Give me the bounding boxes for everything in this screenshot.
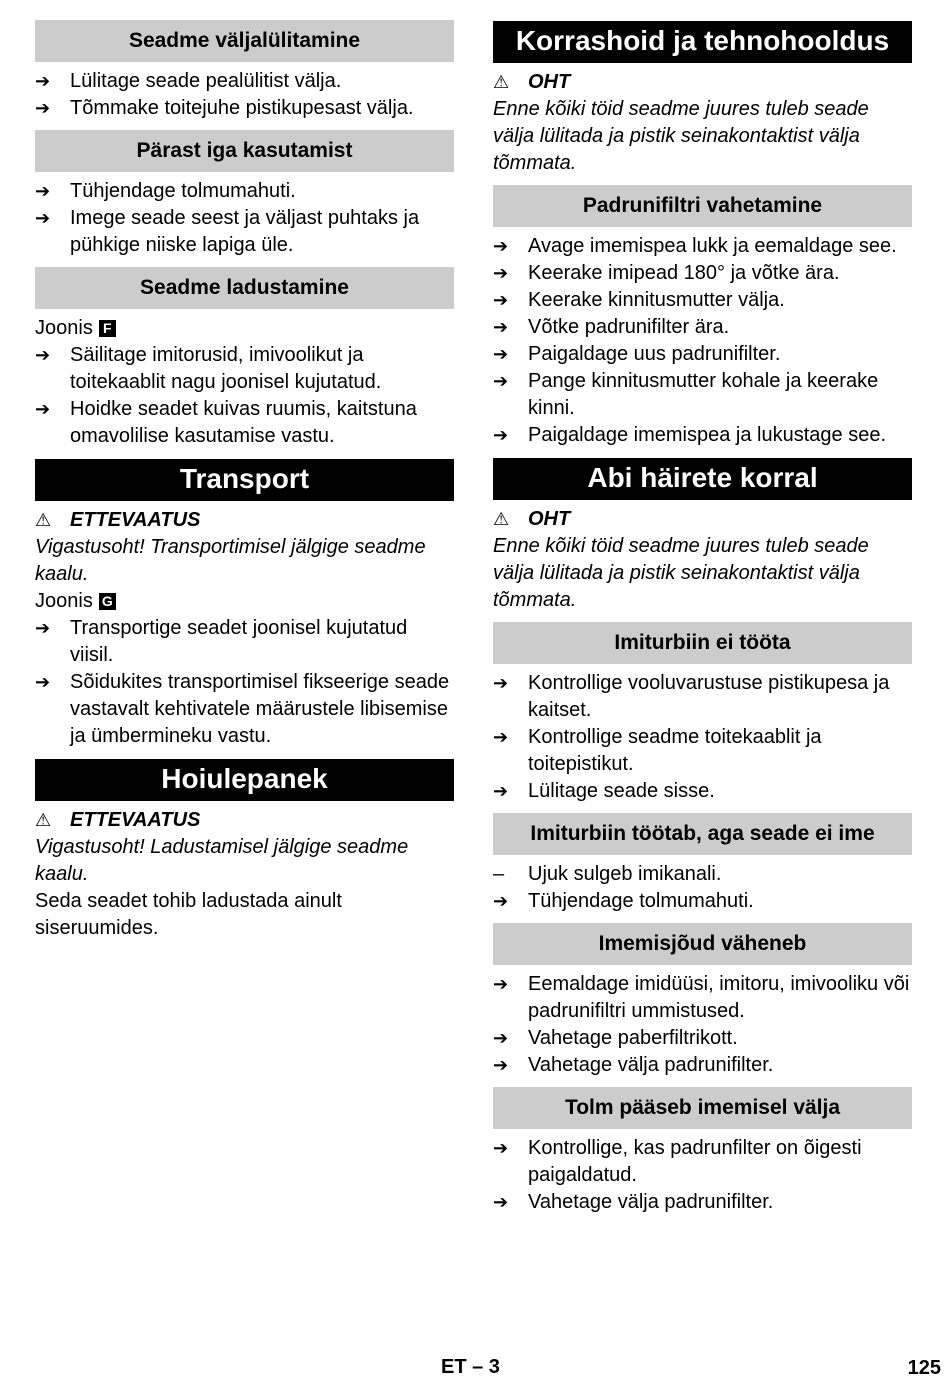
dash-icon: – [493, 863, 505, 885]
arrow-icon: ➔ [35, 71, 51, 91]
heading-stowing: Hoiulepanek [35, 759, 454, 801]
step-item: ➔ Vahetage paberfiltrikott. [493, 1025, 912, 1052]
step-item: ➔ Tõmmake toitejuhe pistikupesast välja. [35, 95, 454, 122]
step-item: ➔ Kontrollige vooluvarustuse pistikupesa ja kaitset. [493, 670, 912, 724]
arrow-icon: ➔ [493, 781, 509, 801]
cause-item: – Ujuk sulgeb imikanali. [493, 861, 912, 888]
figure-reference: Joonis G [35, 588, 454, 615]
arrow-icon: ➔ [35, 399, 51, 419]
arrow-icon: ➔ [35, 345, 51, 365]
arrow-icon: ➔ [35, 618, 51, 638]
heading-troubleshooting: Abi häirete korral [493, 458, 912, 500]
step-item: ➔ Eemaldage imidüüsi, imitoru, imivooliku või padrunifiltri ummistused. [493, 971, 912, 1025]
arrow-icon: ➔ [493, 1028, 509, 1048]
arrow-icon: ➔ [493, 1055, 509, 1075]
heading-suction-weak: Imemisjõud väheneb [493, 923, 912, 965]
arrow-icon: ➔ [493, 891, 509, 911]
step-item: ➔ Lülitage seade sisse. [493, 778, 912, 805]
step-item: ➔ Paigaldage imemispea ja lukustage see. [493, 422, 912, 449]
warning-icon: ⚠ [493, 509, 510, 529]
heading-filter-change: Padrunifiltri vahetamine [493, 185, 912, 227]
step-item: ➔ Hoidke seadet kuivas ruumis, kaitstuna omavolilise kasutamise vastu. [35, 396, 454, 450]
warning-text: Enne kõiki töid seadme juures tuleb seade välja lülitada ja pistik seinakontaktist välja tõmmata. [493, 535, 869, 611]
arrow-icon: ➔ [35, 98, 51, 118]
step-item: ➔ Lülitage seade pealülitist välja. [35, 68, 454, 95]
arrow-icon: ➔ [493, 290, 509, 310]
warning-text: Vigastusoht! Transportimisel jälgige seadme kaalu. [35, 536, 426, 585]
footer-section-label: ET – 3 [441, 1356, 500, 1378]
step-item: ➔ Pange kinnitusmutter kohale ja keerake kinni. [493, 368, 912, 422]
warning-text: Vigastusoht! Ladustamisel jälgige seadme kaalu. [35, 836, 409, 885]
warning-label: ⚠ ETTEVAATUS [35, 807, 454, 834]
note-text: Seda seadet tohib ladustada ainult siseruumides. [35, 890, 342, 939]
step-item: ➔ Avage imemispea lukk ja eemaldage see. [493, 233, 912, 260]
arrow-icon: ➔ [493, 236, 509, 256]
warning-icon: ⚠ [35, 510, 52, 530]
heading-turbine-no-suction: Imiturbiin töötab, aga seade ei ime [493, 813, 912, 855]
figure-letter-badge: F [99, 320, 116, 337]
right-column [493, 20, 912, 1216]
arrow-icon: ➔ [35, 181, 51, 201]
step-item: ➔ Imege seade seest ja väljast puhtaks ja pühkige niiske lapiga üle. [35, 205, 454, 259]
step-item: ➔ Säilitage imitorusid, imivoolikut ja toitekaablit nagu joonisel kujutatud. [35, 342, 454, 396]
arrow-icon: ➔ [493, 344, 509, 364]
step-item: ➔ Võtke padrunifilter ära. [493, 314, 912, 341]
warning-icon: ⚠ [493, 72, 510, 92]
step-item: ➔ Kontrollige seadme toitekaablit ja toitepistikut. [493, 724, 912, 778]
step-item: ➔ Kontrollige, kas padrunfilter on õigesti paigaldatud. [493, 1135, 912, 1189]
step-item: ➔ Keerake kinnitusmutter välja. [493, 287, 912, 314]
step-item: ➔ Vahetage välja padrunifilter. [493, 1189, 912, 1216]
arrow-icon: ➔ [35, 672, 51, 692]
warning-icon: ⚠ [35, 810, 52, 830]
step-item: ➔ Paigaldage uus padrunifilter. [493, 341, 912, 368]
heading-transport: Transport [35, 459, 454, 501]
left-column [35, 20, 454, 942]
arrow-icon: ➔ [493, 1192, 509, 1212]
step-item: ➔ Vahetage välja padrunifilter. [493, 1052, 912, 1079]
step-item: ➔ Transportige seadet joonisel kujutatud viisil. [35, 615, 454, 669]
arrow-icon: ➔ [35, 208, 51, 228]
arrow-icon: ➔ [493, 425, 509, 445]
arrow-icon: ➔ [493, 974, 509, 994]
figure-letter-badge: G [99, 593, 116, 610]
arrow-icon: ➔ [493, 317, 509, 337]
step-item: ➔ Keerake imipead 180° ja võtke ära. [493, 260, 912, 287]
warning-label: ⚠ ETTEVAATUS [35, 507, 454, 534]
step-item: ➔ Sõidukites transportimisel fikseerige seade vastavalt kehtivatele määrustele libisemise ja ümbermineku vastu. [35, 669, 454, 750]
step-item: ➔ Tühjendage tolmumahuti. [35, 178, 454, 205]
heading-turbine-not-working: Imiturbiin ei tööta [493, 622, 912, 664]
arrow-icon: ➔ [493, 1138, 509, 1158]
arrow-icon: ➔ [493, 263, 509, 283]
heading-dust-escapes: Tolm pääseb imemisel välja [493, 1087, 912, 1129]
heading-maintenance: Korrashoid ja tehnohooldus [493, 21, 912, 63]
heading-after-use: Pärast iga kasutamist [35, 130, 454, 172]
figure-reference: Joonis F [35, 315, 454, 342]
heading-switch-off: Seadme väljalülitamine [35, 20, 454, 62]
page-number: 125 [907, 1357, 941, 1379]
heading-storage: Seadme ladustamine [35, 267, 454, 309]
warning-text: Enne kõiki töid seadme juures tuleb seade välja lülitada ja pistik seinakontaktist välja tõmmata. [493, 98, 869, 174]
arrow-icon: ➔ [493, 673, 509, 693]
arrow-icon: ➔ [493, 371, 509, 391]
warning-label: ⚠ OHT [493, 69, 912, 96]
step-item: ➔ Tühjendage tolmumahuti. [493, 888, 912, 915]
arrow-icon: ➔ [493, 727, 509, 747]
warning-label: ⚠ OHT [493, 506, 912, 533]
